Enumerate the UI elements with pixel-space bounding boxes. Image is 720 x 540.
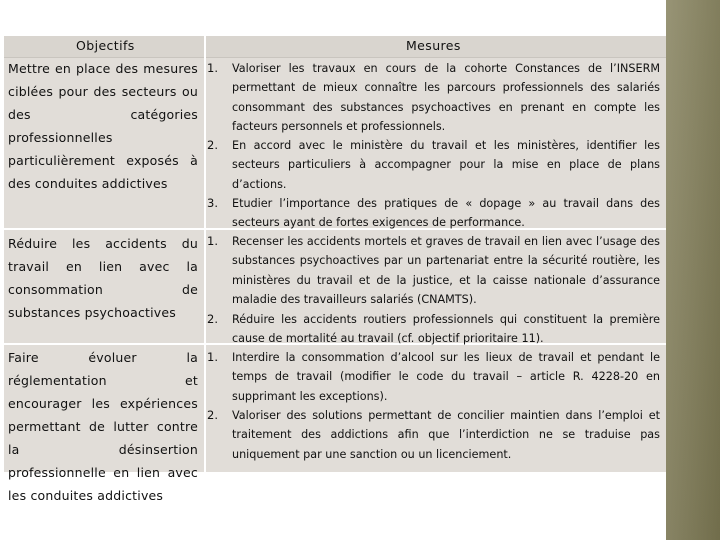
objective-text: Mettre en place des mesures ciblées pour des secteurs ou des catégories professionnelles particulièrement exposés à des conduites addictives <box>8 61 198 191</box>
header-objectifs: Objectifs <box>76 38 135 53</box>
objective-text: Faire évoluer la réglementation et encourager les expériences permettant de lutter contre la désinsertion professionnelle en lien avec les conduites addictives <box>8 350 198 503</box>
measure-text: Recenser les accidents mortels et graves de travail en lien avec l’usage des substances psychoactives par un partenariat entre la sécurité routière, les ministères du travail et de la justice, et la caisse nationale d’assurance maladie des travailleurs salariés (CNAMTS). <box>232 235 660 307</box>
measure-text: Valoriser des solutions permettant de concilier maintien dans l’emploi et traitement des addictions afin que l’interdiction ne se traduise pas uniquement par une sanction ou un licenciement. <box>232 409 660 461</box>
side-band-sheen <box>666 0 720 540</box>
measure-text: Interdire la consommation d’alcool sur les lieux de travail et pendant le temps de travail (modifier le code du travail – article R. 4228-20 en supprimant les exceptions). <box>232 351 660 403</box>
measure-number: 2. <box>207 138 218 152</box>
measure-number: 3. <box>207 196 218 210</box>
measure-number: 1. <box>207 234 218 248</box>
decorative-side-band <box>666 0 720 540</box>
header-mesures: Mesures <box>406 38 461 53</box>
measure-text: Valoriser les travaux en cours de la cohorte Constances de l’INSERM permettant de mieux connaître les parcours professionnels des salariés consommant des substances psychoactives en prenant en compte les facteurs personnels et professionnels. <box>232 62 660 134</box>
measure-number: 1. <box>207 350 218 364</box>
measure-text: Réduire les accidents routiers professionnels qui constituent la première cause de mortalité au travail (cf. objectif prioritaire 11). <box>232 313 660 346</box>
measure-number: 2. <box>207 408 218 422</box>
measure-number: 2. <box>207 312 218 326</box>
column-separator <box>204 36 206 472</box>
measure-number: 1. <box>207 61 218 75</box>
objective-text: Réduire les accidents du travail en lien avec la consommation de substances psychoactives <box>8 236 198 320</box>
measures-table <box>4 36 666 503</box>
table-header <box>4 36 666 58</box>
measure-text: En accord avec le ministère du travail et les ministères, identifier les secteurs particuliers à accompagner pour la mise en place de plans d’actions. <box>232 139 660 191</box>
measure-text: Etudier l’importance des pratiques de « dopage » au travail dans des secteurs ayant de fortes exigences de performance. <box>232 197 660 230</box>
